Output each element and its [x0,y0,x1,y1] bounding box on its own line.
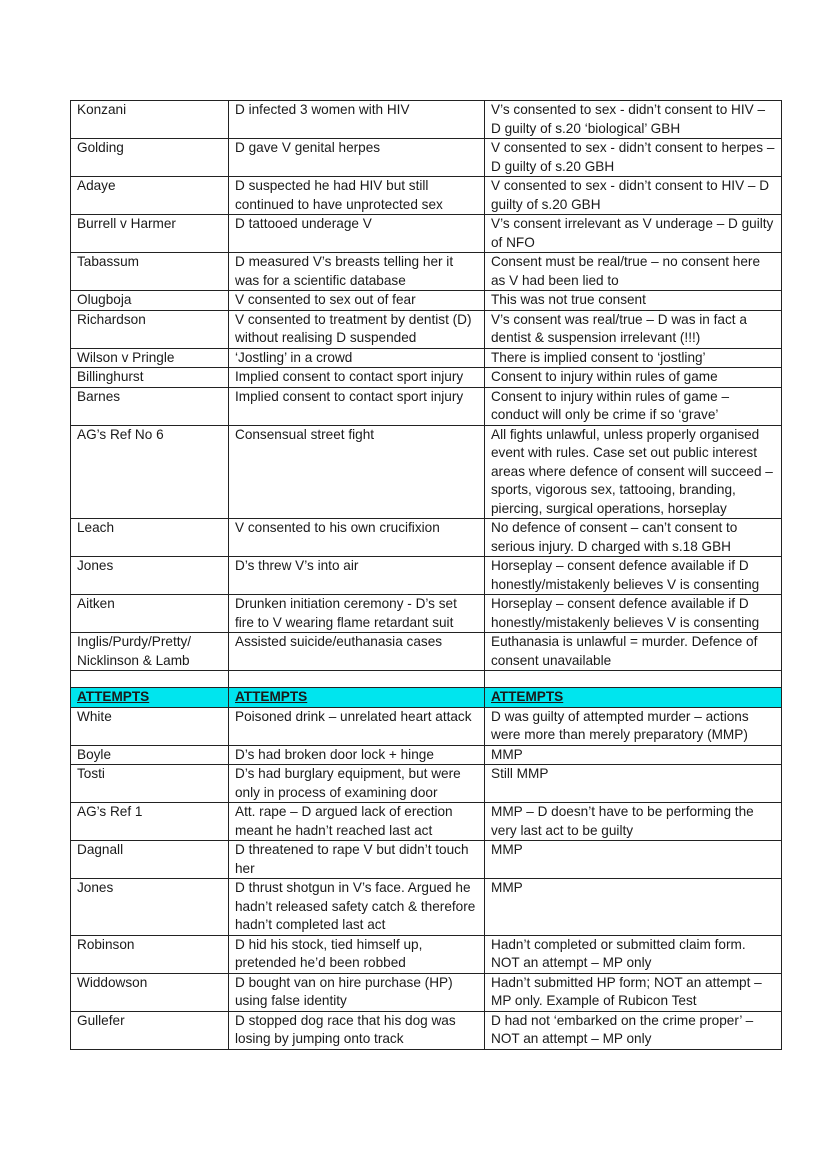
table-row [71,707,782,745]
case-name: AG’s Ref 1 [71,803,229,841]
case-facts: D hid his stock, tied himself up, pretended he’d been robbed [229,935,485,973]
case-name: Boyle [71,745,229,765]
case-name: Richardson [71,310,229,348]
table-row [71,879,782,936]
case-name: Barnes [71,387,229,425]
case-outcome: MMP – D doesn’t have to be performing the very last act to be guilty [485,803,782,841]
case-outcome: There is implied consent to ‘jostling’ [485,348,782,368]
consent-cases-body [71,101,782,688]
table-row [71,387,782,425]
attempts-cases-body [71,688,782,1050]
table-row [71,1011,782,1049]
empty-cell [229,671,485,688]
case-outcome: V’s consent irrelevant as V underage – D guilty of NFO [485,215,782,253]
case-outcome: Consent to injury within rules of game [485,368,782,388]
table-row [71,841,782,879]
table-row [71,633,782,671]
table-row [71,973,782,1011]
case-facts: V consented to treatment by dentist (D) without realising D suspended [229,310,485,348]
case-outcome: No defence of consent – can’t consent to serious injury. D charged with s.18 GBH [485,519,782,557]
case-name: Adaye [71,177,229,215]
case-name: Olugboja [71,291,229,311]
case-outcome: Euthanasia is unlawful = murder. Defence of consent unavailable [485,633,782,671]
table-row [71,253,782,291]
table-row [71,765,782,803]
case-facts: D infected 3 women with HIV [229,101,485,139]
case-outcome: Hadn’t completed or submitted claim form. NOT an attempt – MP only [485,935,782,973]
case-name: Golding [71,139,229,177]
case-facts: D suspected he had HIV but still continued to have unprotected sex [229,177,485,215]
case-name: Tosti [71,765,229,803]
case-facts: D tattooed underage V [229,215,485,253]
case-outcome: Horseplay – consent defence available if D honestly/mistakenly believes V is consenting [485,595,782,633]
case-facts: D thrust shotgun in V’s face. Argued he hadn’t released safety catch & therefore hadn’t completed last act [229,879,485,936]
table-row [71,425,782,519]
table-row [71,215,782,253]
case-outcome: V’s consent was real/true – D was in fact a dentist & suspension irrelevant (!!!) [485,310,782,348]
case-outcome: MMP [485,879,782,936]
case-name: AG’s Ref No 6 [71,425,229,519]
table-row [71,935,782,973]
case-name: Robinson [71,935,229,973]
table-row [71,368,782,388]
case-name: Tabassum [71,253,229,291]
case-facts: Implied consent to contact sport injury [229,368,485,388]
case-outcome: Consent to injury within rules of game – conduct will only be crime if so ‘grave’ [485,387,782,425]
case-outcome: This was not true consent [485,291,782,311]
case-facts: D’s had broken door lock + hinge [229,745,485,765]
case-outcome: V consented to sex - didn’t consent to HIV – D guilty of s.20 GBH [485,177,782,215]
table-row [71,745,782,765]
table-row [71,310,782,348]
case-facts: D stopped dog race that his dog was losing by jumping onto track [229,1011,485,1049]
case-facts: D bought van on hire purchase (HP) using false identity [229,973,485,1011]
case-facts: Drunken initiation ceremony - D’s set fire to V wearing flame retardant suit [229,595,485,633]
case-facts: ‘Jostling’ in a crowd [229,348,485,368]
table-row [71,803,782,841]
case-outcome: Still MMP [485,765,782,803]
case-outcome: Horseplay – consent defence available if D honestly/mistakenly believes V is consenting [485,557,782,595]
case-facts: D measured V’s breasts telling her it was for a scientific database [229,253,485,291]
case-name: Dagnall [71,841,229,879]
case-outcome: D had not ‘embarked on the crime proper’ – NOT an attempt – MP only [485,1011,782,1049]
table-row [71,101,782,139]
case-name: Jones [71,557,229,595]
case-outcome: V consented to sex - didn’t consent to herpes – D guilty of s.20 GBH [485,139,782,177]
table-row [71,557,782,595]
table-row [71,519,782,557]
case-name: Konzani [71,101,229,139]
case-outcome: MMP [485,745,782,765]
case-outcome: MMP [485,841,782,879]
case-name: White [71,707,229,745]
case-name: Burrell v Harmer [71,215,229,253]
section-heading: ATTEMPTS [71,688,229,708]
case-outcome: V’s consented to sex - didn’t consent to HIV – D guilty of s.20 ‘biological’ GBH [485,101,782,139]
case-facts: D threatened to rape V but didn’t touch her [229,841,485,879]
table-row [71,291,782,311]
case-facts: Poisoned drink – unrelated heart attack [229,707,485,745]
case-facts: D gave V genital herpes [229,139,485,177]
case-facts: Consensual street fight [229,425,485,519]
case-facts: D’s threw V’s into air [229,557,485,595]
empty-cell [71,671,229,688]
table-row [71,139,782,177]
case-name: Widdowson [71,973,229,1011]
case-name: Wilson v Pringle [71,348,229,368]
table-row [71,177,782,215]
case-facts: V consented to his own crucifixion [229,519,485,557]
case-law-table [70,100,782,1050]
case-outcome: Hadn’t submitted HP form; NOT an attempt – MP only. Example of Rubicon Test [485,973,782,1011]
case-facts: V consented to sex out of fear [229,291,485,311]
case-name: Billinghurst [71,368,229,388]
case-name: Inglis/Purdy/Pretty/ Nicklinson & Lamb [71,633,229,671]
case-name: Aitken [71,595,229,633]
attempts-section-header [71,688,782,708]
case-name: Leach [71,519,229,557]
case-outcome: Consent must be real/true – no consent here as V had been lied to [485,253,782,291]
table-row [71,348,782,368]
blank-row [71,671,782,688]
case-facts: Att. rape – D argued lack of erection meant he hadn’t reached last act [229,803,485,841]
case-facts: D’s had burglary equipment, but were only in process of examining door [229,765,485,803]
case-name: Gullefer [71,1011,229,1049]
case-outcome: D was guilty of attempted murder – actions were more than merely preparatory (MMP) [485,707,782,745]
case-facts: Assisted suicide/euthanasia cases [229,633,485,671]
section-heading: ATTEMPTS [229,688,485,708]
case-outcome: All fights unlawful, unless properly organised event with rules. Case set out public interest areas where defence of consent will succeed – sports, vigorous sex, tattooing, branding, piercing, surgical operations, horseplay [485,425,782,519]
section-heading: ATTEMPTS [485,688,782,708]
case-name: Jones [71,879,229,936]
empty-cell [485,671,782,688]
table-row [71,595,782,633]
case-facts: Implied consent to contact sport injury [229,387,485,425]
